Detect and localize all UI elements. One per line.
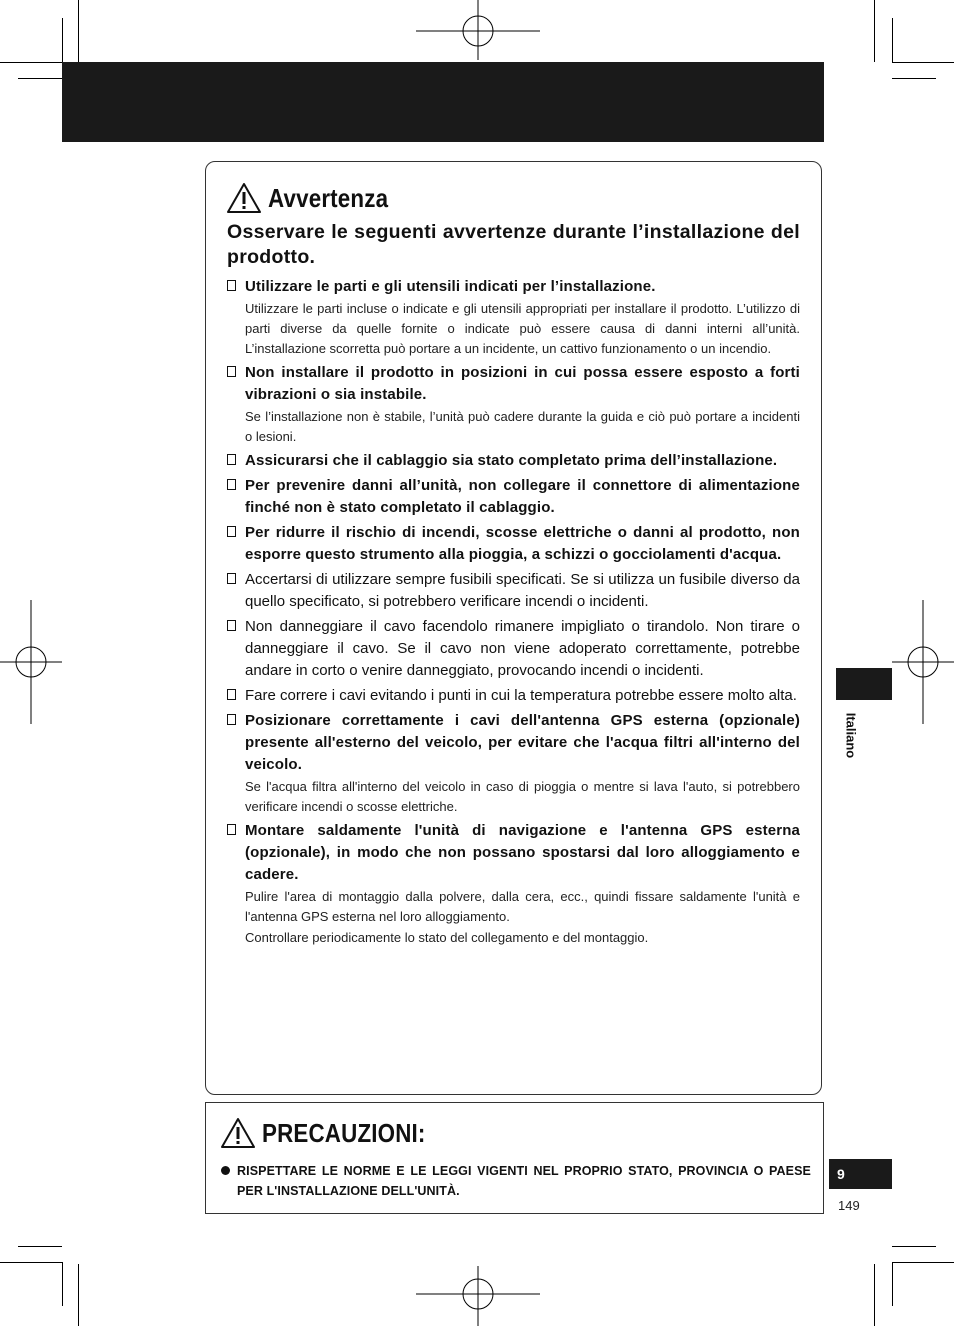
- list-item: [227, 616, 800, 682]
- checkbox-bullet-icon: [227, 454, 236, 465]
- checkbox-bullet-icon: [227, 280, 236, 291]
- list-item-text: Non danneggiare il cavo facendolo rimanere impigliato o tirandolo. Non tirare o danneggiare il cavo. Se il cavo non viene adoperato correttamente, potrebbe andare in corto o venire danneggiato, provocando incendi o incidenti.: [245, 618, 800, 679]
- precautions-box: [205, 1102, 824, 1214]
- list-item-text: Utilizzare le parti e gli utensili indicati per l’installazione.: [245, 278, 656, 295]
- list-item: [227, 450, 800, 472]
- list-item: [227, 569, 800, 613]
- precautions-heading: [220, 1117, 452, 1149]
- side-tab: [836, 668, 892, 700]
- registration-mark-left: [0, 600, 62, 724]
- checkbox-bullet-icon: [227, 366, 236, 377]
- list-item-text: Assicurarsi che il cablaggio sia stato completato prima dell’installazione.: [245, 452, 778, 469]
- list-item: [227, 362, 800, 447]
- warning-intro: Osservare le seguenti avvertenze durante l’installazione del prodotto.: [227, 221, 800, 268]
- checkbox-bullet-icon: [227, 824, 236, 835]
- language-label: [844, 706, 858, 766]
- checkbox-bullet-icon: [227, 479, 236, 490]
- checkbox-bullet-icon: [227, 526, 236, 537]
- section-number-tab: 9: [829, 1159, 892, 1189]
- warning-list: [227, 276, 800, 948]
- warning-content: [227, 220, 800, 951]
- warning-heading: [226, 182, 408, 214]
- list-item-text: Accertarsi di utilizzare sempre fusibili specificati. Se si utilizza un fusibile diverso da quello specificato, si potrebbero verificare incendi o incidenti.: [245, 571, 800, 610]
- registration-mark-bottom: [416, 1266, 540, 1326]
- list-item-text: Posizionare correttamente i cavi dell'antenna GPS esterna (opzionale) presente all'esterno del veicolo, per evitare che l'acqua filtri all'interno del veicolo.: [245, 712, 800, 773]
- list-item-text: Montare saldamente l'unità di navigazione e l'antenna GPS esterna (opzionale), in modo che non possano spostarsi dal loro alloggiamento e cadere.: [245, 822, 800, 883]
- warning-title: Avvertenza: [268, 182, 389, 213]
- list-item-description: Pulire l'area di montaggio dalla polvere, dalla cera, ecc., quindi fissare saldamente l'unità e l'antenna GPS esterna nel loro alloggiamento.: [245, 889, 800, 924]
- checkbox-bullet-icon: [227, 714, 236, 725]
- page-number: 149: [838, 1198, 860, 1213]
- checkbox-bullet-icon: [227, 573, 236, 584]
- registration-mark-top: [416, 0, 540, 60]
- precautions-title: PRECAUZIONI:: [262, 1117, 426, 1148]
- list-item-description: Controllare periodicamente lo stato del collegamento e del montaggio.: [245, 930, 649, 945]
- list-item: [227, 522, 800, 566]
- header-bar: [62, 62, 824, 142]
- list-item-text: Non installare il prodotto in posizioni in cui possa essere esposto a forti vibrazioni o sia instabile.: [245, 364, 800, 403]
- language-label-text: Italiano: [843, 712, 859, 759]
- list-item: [227, 276, 800, 359]
- bullet-icon: [221, 1166, 230, 1175]
- warning-triangle-icon: [226, 182, 262, 214]
- list-item: [227, 685, 800, 707]
- list-item-text: Per prevenire danni all’unità, non collegare il connettore di alimentazione finché non è stato completato il cablaggio.: [245, 477, 800, 516]
- list-item-description: Se l’installazione non è stabile, l’unità può cadere durante la guida e ciò può portare a incidenti o lesioni.: [245, 409, 800, 444]
- precautions-text: RISPETTARE LE NORME E LE LEGGI VIGENTI NEL PROPRIO STATO, PROVINCIA O PAESE PER L'INSTALLAZIONE DELL'UNITÀ.: [237, 1164, 811, 1198]
- list-item: [227, 820, 800, 948]
- list-item-text: Fare correre i cavi evitando i punti in cui la temperatura potrebbe essere molto alta.: [245, 687, 797, 704]
- list-item: [227, 710, 800, 817]
- warning-triangle-icon: [220, 1117, 256, 1149]
- list-item: [227, 475, 800, 519]
- checkbox-bullet-icon: [227, 620, 236, 631]
- list-item-description: Utilizzare le parti incluse o indicate e gli utensili appropriati per installare il prodotto. L’utilizzo di parti diverse da quelle fornite o indicate può essere causa di danni interni all’unità. L’installazione scorretta può portare a un incidente, un cattivo funzionamento o un incendio.: [245, 301, 800, 356]
- registration-mark-right: [892, 600, 954, 724]
- list-item-description: Se l'acqua filtra all'interno del veicolo in caso di pioggia o mentre si lava l'auto, si potrebbero verificare incendi o scosse elettriche.: [245, 779, 800, 814]
- list-item-text: Per ridurre il rischio di incendi, scosse elettriche o danni al prodotto, non esporre questo strumento alla pioggia, a schizzi o gocciolamenti d'acqua.: [245, 524, 800, 563]
- checkbox-bullet-icon: [227, 689, 236, 700]
